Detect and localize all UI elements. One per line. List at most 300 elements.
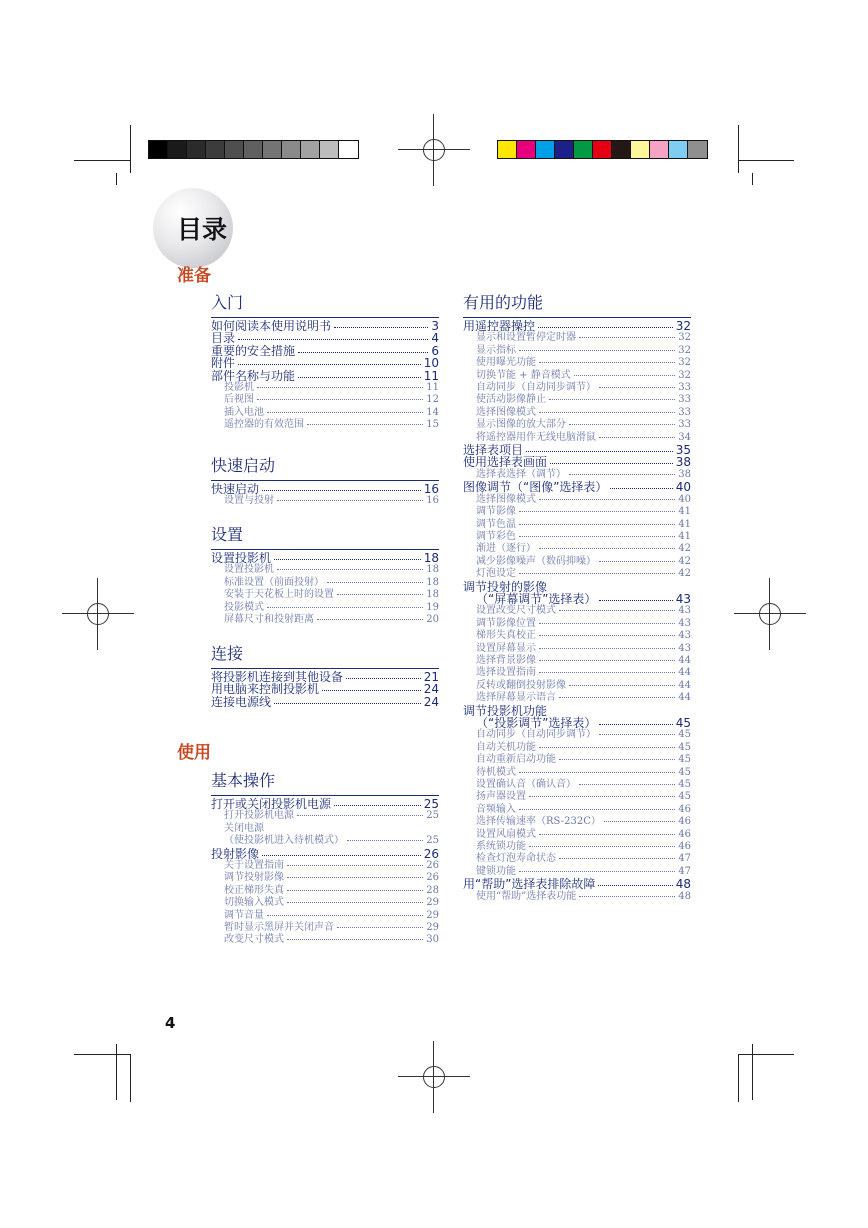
toc-entry <box>463 779 691 791</box>
toc-entry <box>463 593 691 605</box>
toc-entry-label: 标准设置（前面投射） <box>224 576 324 588</box>
toc-entry <box>463 519 691 531</box>
page-number: 4 <box>165 1014 176 1032</box>
toc-entry-label: 附件 <box>211 356 236 371</box>
toc-entry-page: 12 <box>426 394 439 406</box>
toc-entry-page: 29 <box>426 909 439 921</box>
toc-leader-dots <box>599 600 672 601</box>
group-heading-quickstart: 快速启动 <box>211 453 275 476</box>
toc-list-setup <box>211 552 439 626</box>
toc-leader-dots <box>539 648 675 649</box>
toc-entry-label: 灯泡设定 <box>476 568 516 580</box>
toc-entry-label: 设置屏幕显示 <box>476 642 536 654</box>
toc-entry-label: 调节影像 <box>476 506 516 518</box>
toc-entry <box>463 804 691 816</box>
toc-entry-page: 6 <box>431 343 439 358</box>
toc-entry-label: 打开投影机电源 <box>224 810 294 822</box>
toc-leader-dots <box>274 559 421 560</box>
toc-entry <box>463 767 691 779</box>
toc-leader-dots <box>287 939 423 940</box>
toc-entry-page: 43 <box>675 591 691 606</box>
toc-entry-page: 18 <box>426 589 439 601</box>
toc-entry-label: 选择图像模式 <box>476 493 536 505</box>
toc-entry <box>211 332 439 344</box>
toc-leader-dots <box>526 451 673 452</box>
toc-entry-page: 18 <box>423 551 439 565</box>
toc-entry-page: 26 <box>426 860 439 872</box>
toc-entry-page: 25 <box>426 810 439 822</box>
toc-entry-page: 45 <box>678 729 691 741</box>
toc-leader-dots <box>337 594 423 595</box>
toc-entry-label: 自动同步（自动同步调节） <box>476 729 596 741</box>
toc-entry <box>463 630 691 642</box>
toc-leader-dots <box>267 607 423 608</box>
toc-leader-dots <box>519 809 675 810</box>
toc-leader-dots <box>287 902 423 903</box>
color-swatch <box>263 141 282 158</box>
toc-entry <box>211 823 439 835</box>
toc-leader-dots <box>539 623 675 624</box>
toc-entry <box>463 655 691 667</box>
toc-entry <box>211 552 439 564</box>
toc-leader-dots <box>274 703 421 704</box>
toc-entry <box>463 853 691 865</box>
toc-entry-label: 调节音量 <box>224 909 264 921</box>
toc-entry-page: 44 <box>678 679 691 691</box>
toc-entry <box>211 683 439 695</box>
toc-entry-label: 切换节能 + 静音模式 <box>476 369 571 381</box>
toc-leader-dots <box>539 834 675 835</box>
toc-leader-dots <box>559 759 675 760</box>
toc-entry-page: 42 <box>678 543 691 555</box>
toc-entry-label: 音频输入 <box>476 803 516 815</box>
toc-entry-label: 调节彩色 <box>476 530 516 542</box>
toc-leader-dots <box>569 474 675 475</box>
toc-entry-label: 调节投射的影像 <box>463 579 548 594</box>
toc-entry-page: 45 <box>678 741 691 753</box>
toc-leader-dots <box>519 511 675 512</box>
toc-leader-dots <box>539 747 675 748</box>
toc-entry-label: 快速启动 <box>211 482 260 496</box>
color-swatch <box>206 141 225 158</box>
toc-entry-page: 24 <box>423 694 439 709</box>
toc-entry-page: 21 <box>423 670 439 684</box>
toc-leader-dots <box>267 412 423 413</box>
color-swatch <box>225 141 244 158</box>
toc-entry <box>463 407 691 419</box>
toc-entry <box>211 848 439 860</box>
toc-leader-dots <box>337 927 423 928</box>
toc-entry-page: 47 <box>678 865 691 877</box>
toc-entry <box>463 481 691 493</box>
toc-entry-page: 20 <box>426 614 439 626</box>
toc-entry-label: 暂时显示黑屏并关闭声音 <box>224 922 334 934</box>
toc-entry <box>463 742 691 754</box>
toc-entry <box>211 810 439 822</box>
toc-entry <box>463 543 691 555</box>
toc-leader-dots <box>539 499 675 500</box>
toc-entry <box>463 419 691 431</box>
toc-leader-dots <box>287 877 423 878</box>
toc-entry-label: 自动重新启动功能 <box>476 754 556 766</box>
toc-list-useful <box>463 320 691 903</box>
toc-entry <box>211 419 439 431</box>
toc-leader-dots <box>539 548 675 549</box>
toc-leader-dots <box>539 660 675 661</box>
toc-entry-page: 19 <box>426 601 439 613</box>
toc-entry <box>463 506 691 518</box>
toc-entry <box>211 495 439 507</box>
toc-entry <box>211 382 439 394</box>
registration-crosshair-top <box>416 132 452 168</box>
toc-entry-label: 调节投射影像 <box>224 872 284 884</box>
toc-leader-dots <box>579 784 675 785</box>
color-swatch <box>301 141 320 158</box>
toc-entry <box>463 531 691 543</box>
toc-entry-page: 42 <box>678 555 691 567</box>
toc-entry <box>463 568 691 580</box>
toc-entry-label: 设置投影机 <box>211 551 272 565</box>
toc-leader-dots <box>574 375 676 376</box>
toc-leader-dots <box>277 500 423 501</box>
toc-entry-label: 投影机 <box>224 382 254 394</box>
toc-entry-label: 显示图像的放大部分 <box>476 419 566 431</box>
toc-entry-label: 安装于天花板上时的设置 <box>224 589 334 601</box>
color-swatch <box>339 141 358 158</box>
toc-leader-dots <box>539 362 675 363</box>
toc-entry <box>211 345 439 357</box>
toc-entry-page: 38 <box>678 468 691 480</box>
toc-entry-page: 25 <box>423 797 439 811</box>
color-swatch <box>282 141 301 158</box>
toc-entry-page: 45 <box>678 766 691 778</box>
toc-entry-label: 选择图像模式 <box>476 406 536 418</box>
toc-entry-page: 45 <box>678 791 691 803</box>
toc-leader-dots <box>317 619 423 620</box>
toc-entry-label: 使用“帮助”选择表功能 <box>476 890 577 902</box>
toc-entry-label: 屏幕尺寸和投射距离 <box>224 614 314 626</box>
toc-entry-label: 设置与投射 <box>224 495 274 507</box>
toc-leader-dots <box>559 858 675 859</box>
toc-entry <box>211 860 439 872</box>
toc-leader-dots <box>569 685 675 686</box>
toc-leader-dots <box>267 915 423 916</box>
process-color-bar <box>497 140 708 159</box>
toc-entry-label: （“屏幕调节”选择表） <box>476 591 597 606</box>
toc-leader-dots <box>257 387 423 388</box>
toc-leader-dots <box>529 796 675 797</box>
toc-entry-label: 使用曝光功能 <box>476 357 536 369</box>
toc-leader-dots <box>262 490 421 491</box>
toc-entry <box>463 717 691 729</box>
toc-entry <box>463 891 691 903</box>
toc-entry-label: 使活动影像静止 <box>476 394 546 406</box>
toc-leader-dots <box>529 846 675 847</box>
toc-entry <box>211 897 439 909</box>
toc-entry <box>463 370 691 382</box>
toc-entry-page: 43 <box>678 605 691 617</box>
page-title: 目录 <box>177 215 228 244</box>
toc-entry-label: 如何阅读本使用说明书 <box>211 319 332 333</box>
toc-entry-page: 48 <box>678 890 691 902</box>
toc-leader-dots <box>277 569 423 570</box>
toc-leader-dots <box>604 821 675 822</box>
toc-entry-label: 自动同步（自动同步调节） <box>476 382 596 394</box>
toc-list-quickstart <box>211 483 439 508</box>
toc-entry <box>463 692 691 704</box>
toc-entry <box>211 696 439 708</box>
toc-leader-dots <box>298 352 428 353</box>
toc-entry-label: 待机模式 <box>476 766 516 778</box>
toc-entry-label: 用“帮助”选择表排除故障 <box>463 877 596 892</box>
color-swatch <box>650 141 669 158</box>
registration-crosshair-bottom <box>416 1059 452 1095</box>
toc-entry <box>463 791 691 803</box>
toc-entry <box>463 618 691 630</box>
toc-entry <box>463 556 691 568</box>
toc-entry-label: 设置投影机 <box>224 564 274 576</box>
toc-entry-page: 40 <box>675 480 691 495</box>
toc-entry-label: 设置确认音（确认音） <box>476 779 576 791</box>
toc-entry <box>463 643 691 655</box>
color-swatch <box>320 141 339 158</box>
toc-leader-dots <box>297 815 423 816</box>
toc-entry-label: 用电脑来控制投影机 <box>211 682 320 697</box>
toc-entry-page: 3 <box>431 319 439 333</box>
toc-entry <box>463 320 691 332</box>
toc-entry-page: 32 <box>678 332 691 344</box>
toc-entry-label: 梯形失真校正 <box>476 630 536 642</box>
toc-entry-label: 后视图 <box>224 394 254 406</box>
toc-leader-dots <box>598 885 672 886</box>
toc-entry-page: 45 <box>678 779 691 791</box>
toc-entry-label: 调节影像位置 <box>476 617 536 629</box>
toc-entry <box>211 370 439 382</box>
toc-entry-page: 4 <box>431 331 439 346</box>
toc-entry-page: 14 <box>426 406 439 418</box>
toc-entry-page: 32 <box>678 369 691 381</box>
toc-leader-dots <box>519 772 675 773</box>
toc-entry-label: 显示指标 <box>476 344 516 356</box>
toc-leader-dots <box>519 524 675 525</box>
toc-entry <box>463 829 691 841</box>
toc-entry-page: 48 <box>675 877 691 892</box>
toc-leader-dots <box>538 327 673 328</box>
toc-entry-page: 44 <box>678 692 691 704</box>
toc-entry <box>211 835 439 847</box>
toc-entry-page: 41 <box>678 530 691 542</box>
toc-leader-dots <box>539 672 675 673</box>
toc-entry-label: 减少影像噪声（数码抑噪） <box>476 555 596 567</box>
toc-leader-dots <box>599 734 675 735</box>
color-swatch <box>536 141 555 158</box>
toc-entry <box>211 589 439 601</box>
toc-entry <box>211 564 439 576</box>
toc-entry-page: 10 <box>423 356 439 371</box>
toc-entry-page: 11 <box>423 368 439 383</box>
toc-entry <box>211 798 439 810</box>
toc-leader-dots <box>298 377 421 378</box>
color-swatch <box>612 141 631 158</box>
section-use: 使用 <box>177 743 211 763</box>
color-swatch <box>498 141 517 158</box>
toc-entry-label: 将遥控器用作无线电脑滑鼠 <box>476 431 596 443</box>
toc-entry-label: 使用选择表画面 <box>463 455 548 470</box>
toc-entry <box>463 357 691 369</box>
toc-leader-dots <box>238 364 421 365</box>
toc-entry-page: 38 <box>675 455 691 470</box>
toc-entry-page: 33 <box>678 419 691 431</box>
toc-leader-dots <box>519 573 675 574</box>
toc-entry-page: 47 <box>678 853 691 865</box>
toc-leader-dots <box>262 855 421 856</box>
toc-entry-label: 关于设置指南 <box>224 860 284 872</box>
toc-entry-page: 29 <box>426 897 439 909</box>
toc-entry-page: 41 <box>678 518 691 530</box>
toc-entry <box>463 667 691 679</box>
toc-entry <box>463 878 691 890</box>
toc-leader-dots <box>327 582 423 583</box>
toc-leader-dots <box>599 437 675 438</box>
toc-entry <box>211 483 439 495</box>
toc-entry-label: 选择表选择（调节） <box>476 468 566 480</box>
color-swatch <box>669 141 688 158</box>
toc-entry-page: 15 <box>426 419 439 431</box>
toc-entry-label: 插入电池 <box>224 406 264 418</box>
toc-entry <box>211 357 439 369</box>
toc-entry-page: 32 <box>678 344 691 356</box>
toc-entry-label: 打开或关闭投影机电源 <box>211 797 332 811</box>
toc-entry-label: 关闭电源 <box>224 822 264 834</box>
color-swatch <box>574 141 593 158</box>
toc-entry-label: 键锁功能 <box>476 865 516 877</box>
toc-entry-page: 33 <box>678 406 691 418</box>
toc-leader-dots <box>334 327 428 328</box>
color-swatch <box>688 141 707 158</box>
toc-entry <box>463 841 691 853</box>
toc-entry-label: 用遥控器操控 <box>463 319 536 333</box>
toc-entry-page: 32 <box>675 319 691 333</box>
toc-entry-label: 部件名称与功能 <box>211 368 296 383</box>
toc-entry-label: 反转或翻倒投射影像 <box>476 679 566 691</box>
toc-leader-dots <box>579 896 675 897</box>
toc-leader-dots <box>599 561 675 562</box>
toc-entry-page: 45 <box>675 716 691 730</box>
toc-entry-label: 选择屏幕显示语言 <box>476 692 556 704</box>
toc-leader-dots <box>287 865 423 866</box>
registration-crosshair-left <box>80 596 116 632</box>
toc-entry <box>211 320 439 332</box>
group-heading-setup: 设置 <box>211 522 243 545</box>
toc-entry-page: 32 <box>678 357 691 369</box>
toc-entry-page: 18 <box>426 576 439 588</box>
toc-entry-label: 调节投影机功能 <box>463 703 548 718</box>
toc-leader-dots <box>599 724 672 725</box>
toc-entry-page: 34 <box>678 431 691 443</box>
toc-entry <box>463 729 691 741</box>
toc-entry-label: 选择设置指南 <box>476 667 536 679</box>
toc-entry-page: 44 <box>678 667 691 679</box>
toc-entry-label: 目录 <box>211 331 236 346</box>
color-swatch <box>631 141 650 158</box>
toc-entry-label: 投影模式 <box>224 601 264 613</box>
toc-leader-dots <box>347 840 423 841</box>
toc-entry-label: 选择背景影像 <box>476 654 536 666</box>
toc-entry <box>463 345 691 357</box>
color-swatch <box>593 141 612 158</box>
toc-entry <box>463 605 691 617</box>
toc-leader-dots <box>559 610 675 611</box>
toc-entry-label: 图像调节（“图像”选择表） <box>463 480 608 495</box>
toc-entry-label: （使投影机进入待机模式） <box>224 835 344 847</box>
toc-entry-page: 29 <box>426 922 439 934</box>
toc-entry <box>211 394 439 406</box>
toc-entry-page: 43 <box>678 630 691 642</box>
group-heading-basic: 基本操作 <box>211 768 275 791</box>
toc-entry-page: 42 <box>678 568 691 580</box>
toc-leader-dots <box>257 399 423 400</box>
color-swatch <box>168 141 187 158</box>
toc-entry-page: 43 <box>678 617 691 629</box>
toc-entry-page: 18 <box>426 564 439 576</box>
toc-entry <box>463 494 691 506</box>
toc-leader-dots <box>519 536 675 537</box>
toc-entry-label: 设置改变尺寸模式 <box>476 605 556 617</box>
toc-entry-label: 检查灯泡寿命状态 <box>476 853 556 865</box>
color-swatch <box>517 141 536 158</box>
toc-list-intro <box>211 320 439 432</box>
toc-entry-page: 41 <box>678 506 691 518</box>
toc-entry-label: 显示和设置暂停定时器 <box>476 332 576 344</box>
toc-entry-page: 33 <box>678 382 691 394</box>
toc-leader-dots <box>334 805 421 806</box>
toc-entry-page: 33 <box>678 394 691 406</box>
toc-entry-page: 16 <box>426 495 439 507</box>
toc-entry-page: 46 <box>678 816 691 828</box>
toc-entry <box>463 394 691 406</box>
toc-entry-label: 重要的安全措施 <box>211 343 296 358</box>
toc-entry-label: （“投影调节”选择表） <box>476 716 597 730</box>
toc-leader-dots <box>539 635 675 636</box>
toc-entry-page: 30 <box>426 934 439 946</box>
toc-entry <box>211 602 439 614</box>
toc-leader-dots <box>519 871 675 872</box>
toc-list-basic <box>211 798 439 947</box>
toc-entry-page: 26 <box>423 846 439 861</box>
toc-leader-dots <box>287 890 423 891</box>
toc-entry <box>211 407 439 419</box>
toc-leader-dots <box>559 697 675 698</box>
color-swatch <box>187 141 206 158</box>
color-swatch <box>555 141 574 158</box>
toc-leader-dots <box>599 387 675 388</box>
toc-entry-label: 系统锁功能 <box>476 841 526 853</box>
toc-entry <box>211 934 439 946</box>
toc-entry-page: 45 <box>678 754 691 766</box>
toc-leader-dots <box>322 690 421 691</box>
toc-entry-page: 28 <box>426 884 439 896</box>
color-swatch <box>244 141 263 158</box>
toc-entry-page: 25 <box>426 835 439 847</box>
toc-leader-dots <box>238 339 428 340</box>
color-swatch <box>149 141 168 158</box>
toc-entry-page: 24 <box>423 682 439 697</box>
toc-leader-dots <box>610 488 672 489</box>
toc-leader-dots <box>549 399 675 400</box>
toc-entry-page: 43 <box>678 642 691 654</box>
toc-leader-dots <box>550 463 673 464</box>
toc-entry-label: 将投影机连接到其他设备 <box>211 670 344 684</box>
